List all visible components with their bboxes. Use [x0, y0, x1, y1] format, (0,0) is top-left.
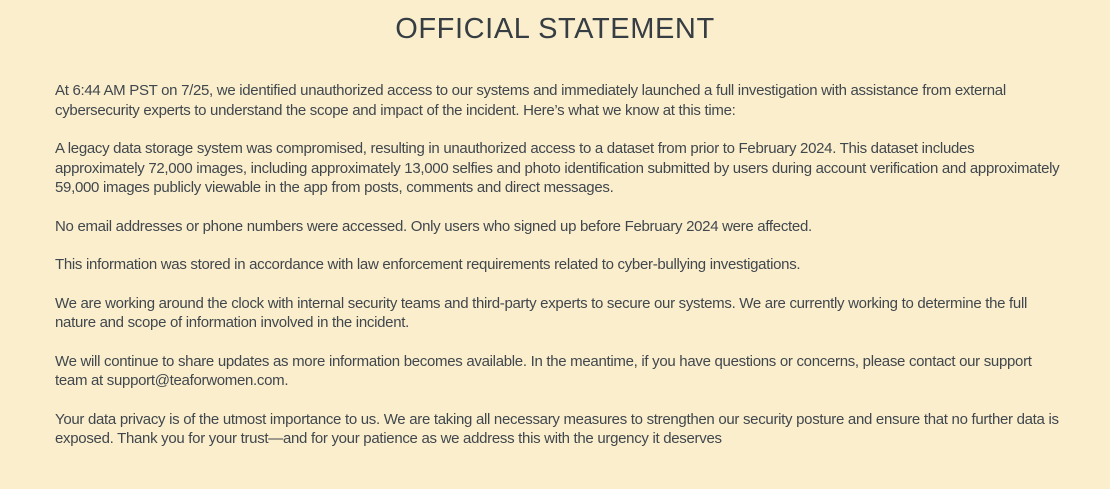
statement-paragraph-incident-identified: At 6:44 AM PST on 7/25, we identified unauthorized access to our systems and immediately launched a full investigation with assistance from external cybersecurity experts to understand the scope and impact of the incident. Here’s what we know at this time:: [55, 82, 1006, 119]
statement-paragraph-law-enforcement: This information was stored in accordance with law enforcement requirements related to cyber-bullying investigations.: [55, 256, 801, 273]
statement-body: [0, 46, 1110, 449]
statement-paragraph-data-privacy-closing: Your data privacy is of the utmost importance to us. We are taking all necessary measures to strengthen our security posture and ensure that no further data is exposed. Thank you for your trust—and for your patience as we address this with the urgency it deserves: [55, 410, 1059, 447]
official-statement-page: [0, 13, 1110, 489]
statement-paragraph-dataset-details: A legacy data storage system was compromised, resulting in unauthorized access to a dataset from prior to February 2024. This dataset includes approximately 72,000 images, including approximately 13,000 selfies and photo identification submitted by users during account verification and approximately 59,000 images publicly viewable in the app from posts, comments and direct messages.: [55, 140, 1060, 196]
statement-paragraph-no-emails-accessed: No email addresses or phone numbers were accessed. Only users who signed up before February 2024 were affected.: [55, 217, 812, 235]
page-title: OFFICIAL STATEMENT: [395, 13, 715, 45]
statement-paragraph-updates-support-contact: We will continue to share updates as more information becomes available. In the meantime, if you have questions or concerns, please contact our support team at support@teaforwomen.com.: [55, 352, 1032, 389]
statement-paragraph-working-around-clock: We are working around the clock with internal security teams and third-party experts to secure our systems. We are currently working to determine the full nature and scope of information involved in the incident.: [55, 294, 1028, 331]
